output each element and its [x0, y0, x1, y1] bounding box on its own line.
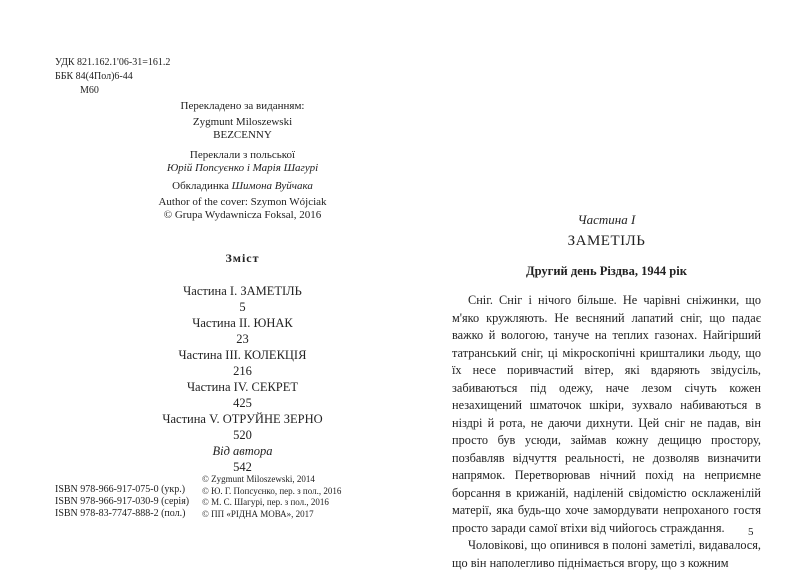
part-label: Частина І	[577, 212, 636, 227]
cover-artist: Шимона Вуйчака	[231, 180, 313, 192]
chapter-heading: Другий день Різдва, 1944 рік	[526, 264, 687, 278]
original-title: BEZCENNY	[213, 129, 272, 141]
toc-entry-title: Частина ІІІ. КОЛЕКЦІЯ	[178, 348, 307, 362]
isbn-ukr: ISBN 978-966-917-075-0 (укр.)	[55, 484, 186, 495]
toc-entry-title: Частина ІІ. ЮНАК	[192, 316, 293, 330]
publisher-copyright: © Grupa Wydawnicza Foksal, 2016	[163, 209, 322, 221]
cover-credit	[120, 179, 365, 193]
copyright-list	[202, 474, 341, 520]
bbk-code: ББК 84(4Пол)6-44	[55, 71, 133, 82]
cover-author-en: Author of the cover: Szymon Wójciak	[158, 196, 327, 208]
copyright-translator-2: © М. С. Шагурі, пер. з пол., 2016	[202, 497, 329, 507]
paragraph-2: Чоловікові, що опинився в полоні заметілі, видавалося, що він наполегливо піднімається вгору, що з кожним	[452, 538, 761, 570]
table-of-contents	[120, 283, 365, 475]
toc-entry-title: Частина IV. СЕКРЕТ	[186, 380, 299, 394]
toc-title: Зміст	[225, 251, 260, 265]
part-title: ЗАМЕТІЛЬ	[567, 233, 646, 249]
isbn-list	[55, 484, 189, 520]
paragraph-1: Сніг. Сніг і нічого більше. Не чарівні сніжинки, що м'яко кружляють. Не весняний лапатий сніг, що падає важко й вологою, тануче на теплих газонах. Найгірший татранський сніг, ці мікроскопічні кришталики льоду, що їх несе поривчастий вітер, які вдаряють звідусіль, забиваються під одежу, наче лезом січуть кожен незахищений шматочок шкіри, зухвало набиваються в ніздрі й рота, не даючи дихнути. Цей сніг не падав, він просто був усюди, займав кожну дещицю простору, позбавляв відчуття реальності, не дозволяв визначити напрямок. Перетворював нічний похід на неприємне борсання в крижаній, наділеній свідомістю осклаженілій матерії, яка будь-що хоче замордувати непроханого гостя просто заради самої втіхи від чийогось страждання.	[452, 293, 761, 535]
translated-from-label: Перекладено за виданням:	[180, 100, 305, 112]
translators-names: Юрій Попсуєнко і Марія Шагурі	[166, 162, 319, 174]
body-text	[452, 292, 761, 572]
original-author: Zygmunt Miloszewski	[192, 116, 293, 128]
copyright-translator-1: © Ю. Г. Попсуєнко, пер. з пол., 2016	[202, 485, 342, 496]
isbn-pol: ISBN 978-83-7747-888-2 (пол.)	[55, 508, 186, 519]
copyright-author: © Zygmunt Miloszewski, 2014	[202, 474, 315, 484]
translated-by-label: Переклали з польської	[189, 149, 296, 161]
toc-entry-page: 23	[236, 332, 249, 346]
copyright-publisher-ua: © ПП «РІДНА МОВА», 2017	[202, 508, 314, 519]
udk-code: УДК 821.162.1'06-31=161.2	[55, 57, 171, 68]
toc-entry-title: Частина V. ОТРУЙНЕ ЗЕРНО	[162, 412, 323, 426]
page-number: 5	[748, 526, 754, 538]
toc-entry-page: 520	[233, 428, 252, 442]
toc-entry-page: 425	[233, 396, 252, 410]
toc-entry-page: 542	[233, 460, 252, 474]
toc-entry-page: 216	[233, 364, 252, 378]
isbn-series: ISBN 978-966-917-030-9 (серія)	[55, 496, 190, 507]
toc-entry-title: Частина І. ЗАМЕТІЛЬ	[183, 284, 302, 298]
catalog-code: М60	[80, 85, 99, 96]
toc-entry-page: 5	[239, 300, 246, 314]
cover-label: Обкладинка	[172, 180, 229, 192]
toc-entry-title: Від автора	[212, 444, 273, 458]
